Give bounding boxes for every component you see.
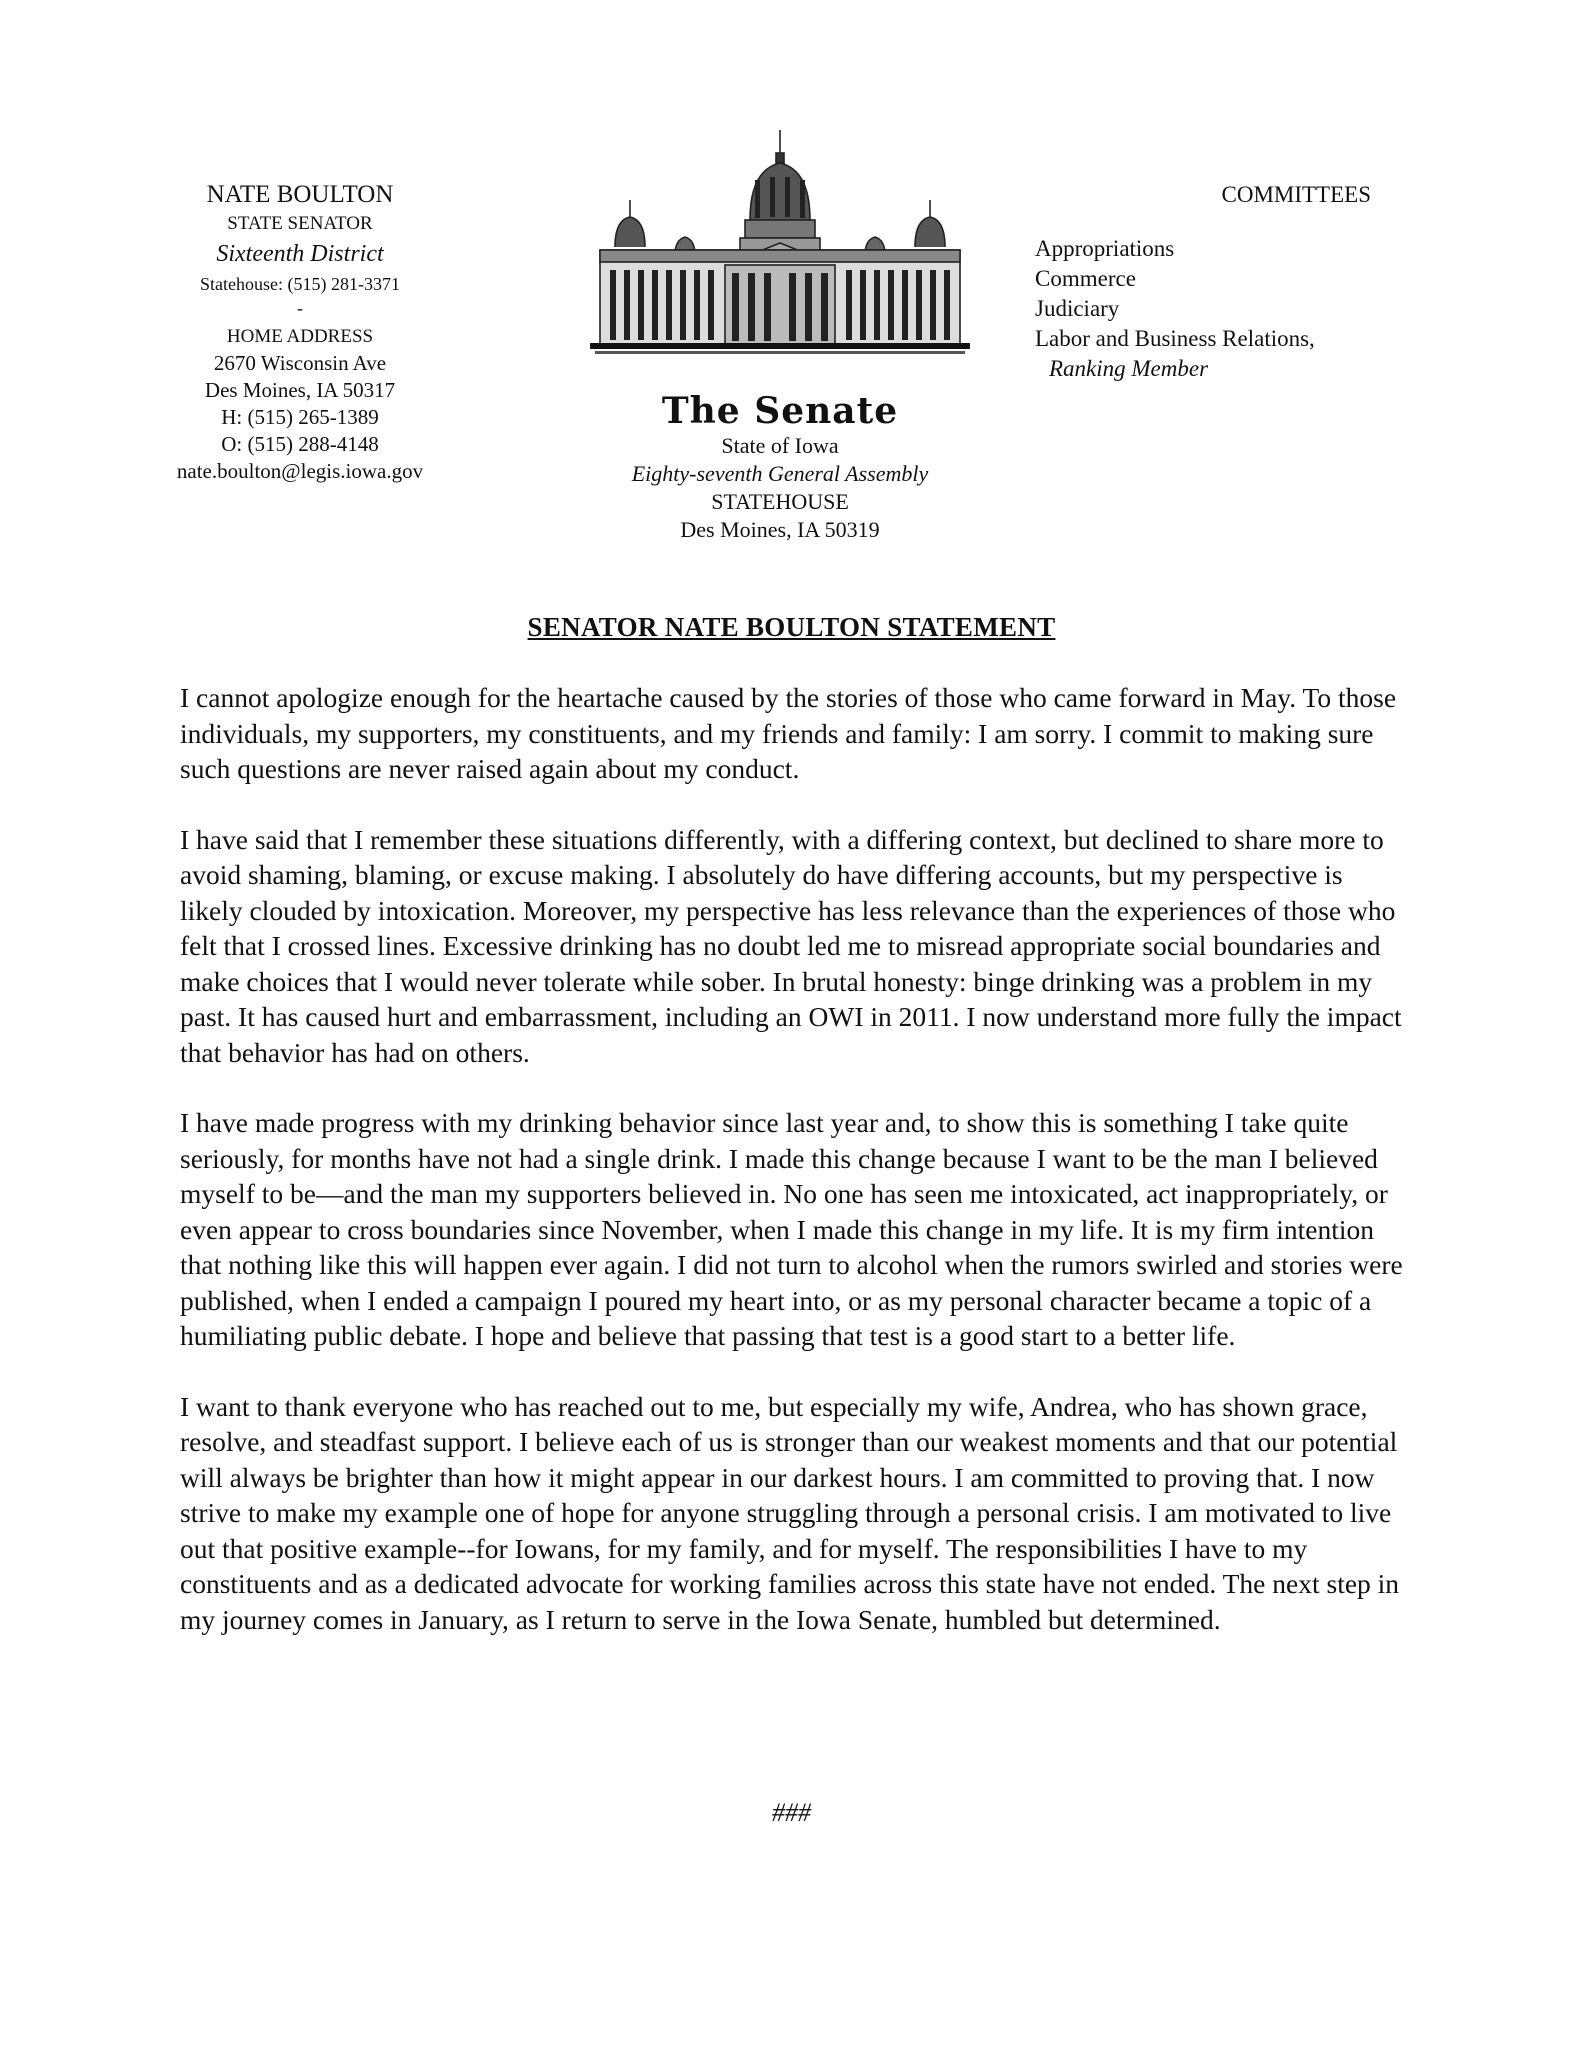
senator-info-block	[140, 180, 460, 485]
committees-heading	[1035, 180, 1375, 210]
committee-item: Appropriations	[1035, 236, 1175, 261]
committee-item: Commerce	[1035, 266, 1136, 291]
statehouse-phone: Statehouse: (515) 281-3371	[200, 274, 400, 294]
senator-name: NATE BOULTON	[206, 181, 394, 208]
home-phone: H: (515) 265-1389	[221, 405, 379, 429]
statement-paragraph: I have made progress with my drinking behavior since last year and, to show this is something I take quite seriously, for months have not had a single drink. I made this change because I want to be the man I believed myself to be—and the man my supporters believed in. No one has seen me intoxicated, act inappropriately, or even appear to cross boundaries since November, when I made this change in my life. It is my firm intention that nothing like this will happen ever again. I did not turn to alcohol when the rumors swirled and stories were published, when I ended a campaign I poured my heart into, or as my personal character became a topic of a humiliating public debate. I hope and believe that passing that test is a good start to a better life.	[180, 1107, 1403, 1351]
senate-seal-block	[580, 125, 980, 544]
home-city: Des Moines, IA 50317	[204, 378, 396, 402]
email-address: nate.boulton@legis.iowa.gov	[176, 459, 424, 483]
general-assembly: Eighty-seventh General Assembly	[631, 461, 929, 486]
committee-item: Labor and Business Relations,	[1035, 326, 1315, 351]
statement-paragraph: I have said that I remember these situations differently, with a differing context, but declined to share more to avoid shaming, blaming, or excuse making. I absolutely do have differing accounts, but my perspective is likely clouded by intoxication. Moreover, my perspective has less relevance than the experiences of those who felt that I crossed lines. Excessive drinking has no doubt led me to misread appropriate social boundaries and make choices that I would never tolerate while sober. In brutal honesty: binge drinking was a problem in my past. It has caused hurt and embarrassment, including an OWI in 2011. I now understand more fully the impact that behavior has had on others.	[180, 823, 1402, 1068]
statement-body	[180, 680, 1405, 1672]
senator-district: Sixteenth District	[216, 241, 384, 267]
office-phone: O: (515) 288-4148	[221, 432, 379, 456]
statehouse-city: Des Moines, IA 50319	[680, 517, 880, 542]
statement-title: SENATOR NATE BOULTON STATEMENT	[527, 612, 1056, 642]
committees-heading-text: COMMITTEES	[1221, 182, 1371, 207]
state-name: State of Iowa	[721, 433, 839, 458]
home-address-heading: HOME ADDRESS	[226, 326, 374, 347]
committee-role: Ranking Member	[1049, 356, 1209, 381]
senator-title: STATE SENATOR	[227, 213, 373, 234]
separator-dash: -	[297, 298, 303, 318]
committees-list	[1035, 234, 1375, 384]
statement-paragraph: I cannot apologize enough for the heartache caused by the stories of those who came forward in May. To those individuals, my supporters, my constituents, and my friends and family: I am sorry. I commit to making sure such questions are never raised again about my conduct.	[180, 682, 1397, 784]
statement-paragraph: I want to thank everyone who has reached out to me, but especially my wife, Andrea, who has shown grace, resolve, and steadfast support. I believe each of us is stronger than our weakest moments and that our potential will always be brighter than how it might appear in our darkest hours. I am committed to proving that. I now strive to make my example one of hope for anyone struggling through a personal crisis. I am motivated to live out that positive example--for Iowans, for my family, and for myself. The responsibilities I have to my constituents and as a dedicated advocate for working families across this state have not ended. The next step in my journey comes in January, as I return to serve in the Iowa Senate, humbled but determined.	[180, 1390, 1400, 1635]
committees-block	[1035, 180, 1375, 384]
committee-item: Judiciary	[1035, 296, 1120, 321]
statehouse-label: STATEHOUSE	[711, 489, 849, 514]
senate-title: The Senate	[661, 390, 899, 432]
home-street: 2670 Wisconsin Ave	[213, 351, 387, 375]
end-mark: ###	[772, 1798, 811, 1827]
capitol-building-icon	[590, 125, 970, 360]
